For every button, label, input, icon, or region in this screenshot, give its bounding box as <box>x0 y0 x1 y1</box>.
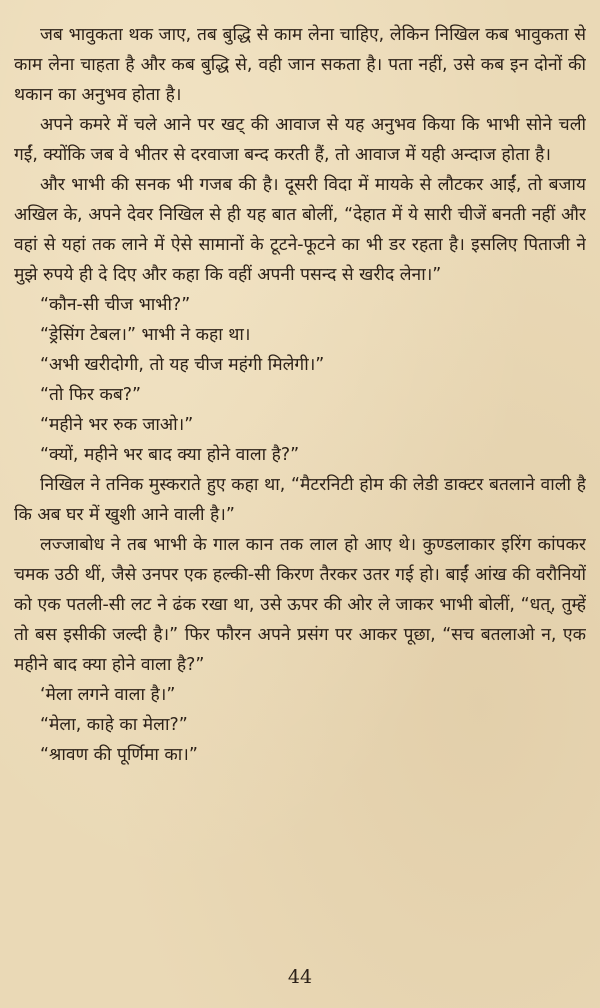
paragraph-2: अपने कमरे में चले आने पर खट् की आवाज से यह अनुभव किया कि भाभी सोने चली गईं, क्योंकि जब वे भीतर से दरवाजा बन्द करती हैं, तो आवाज में यही अन्दाज होता है। <box>14 115 586 165</box>
dialogue-line-1: “कौन-सी चीज भाभी?” <box>40 295 191 315</box>
dialogue-line-5: “महीने भर रुक जाओ।” <box>40 415 194 435</box>
dialogue-line-6: “क्यों, महीने भर बाद क्या होने वाला है?” <box>40 445 300 465</box>
paragraph-5: लज्जाबोध ने तब भाभी के गाल कान तक लाल हो आए थे। कुण्डलाकार इरिंग कांपकर चमक उठी थीं, जैसे उनपर एक हल्की-सी किरण तैरकर उतर गई हो। बाईं आंख की वरौनियों को एक पतली-सी लट ने ढंक रखा था, उसे ऊपर की ओर ले जाकर भाभी बोलीं, “धत्, तुम्हें तो बस इसीकी जल्दी है।” फिर फौरन अपने प्रसंग पर आकर पूछा, “सच बतलाओ न, एक महीने बाद क्या होने वाला है?” <box>14 535 586 675</box>
paragraph-1: जब भावुकता थक जाए, तब बुद्धि से काम लेना चाहिए, लेकिन निखिल कब भावुकता से काम लेना चाहता है और कब बुद्धि से, वही जान सकता है। पता नहीं, उसे कब इन दोनों की थकान का अनुभव होता है। <box>14 25 586 105</box>
dialogue-line-7: ‘मेला लगने वाला है।” <box>40 685 176 705</box>
dialogue-line-2: “ड्रेसिंग टेबल।” भाभी ने कहा था। <box>40 325 251 345</box>
dialogue-line-9: “श्रावण की पूर्णिमा का।” <box>40 745 198 765</box>
dialogue-line-4: “तो फिर कब?” <box>40 385 142 405</box>
page-body-text <box>14 20 586 950</box>
paragraph-3: और भाभी की सनक भी गजब की है। दूसरी विदा में मायके से लौटकर आईं, तो बजाय अखिल के, अपने देवर निखिल से ही यह बात बोलीं, “देहात में ये सारी चीजें बनती नहीं और वहां से यहां तक लाने में ऐसे सामानों के टूटने-फूटने का भी डर रहता है। इसलिए पिताजी ने मुझे रुपये ही दे दिए और कहा कि वहीं अपनी पसन्द से खरीद लेना।” <box>14 175 586 285</box>
paragraph-4: निखिल ने तनिक मुस्कराते हुए कहा था, “मैटरनिटी होम की लेडी डाक्टर बतलाने वाली है कि अब घर में खुशी आने वाली है।” <box>14 475 586 525</box>
dialogue-line-3: “अभी खरीदोगी, तो यह चीज महंगी मिलेगी।” <box>40 355 325 375</box>
page-number: 44 <box>287 966 313 988</box>
dialogue-line-8: “मेला, काहे का मेला?” <box>40 715 188 735</box>
